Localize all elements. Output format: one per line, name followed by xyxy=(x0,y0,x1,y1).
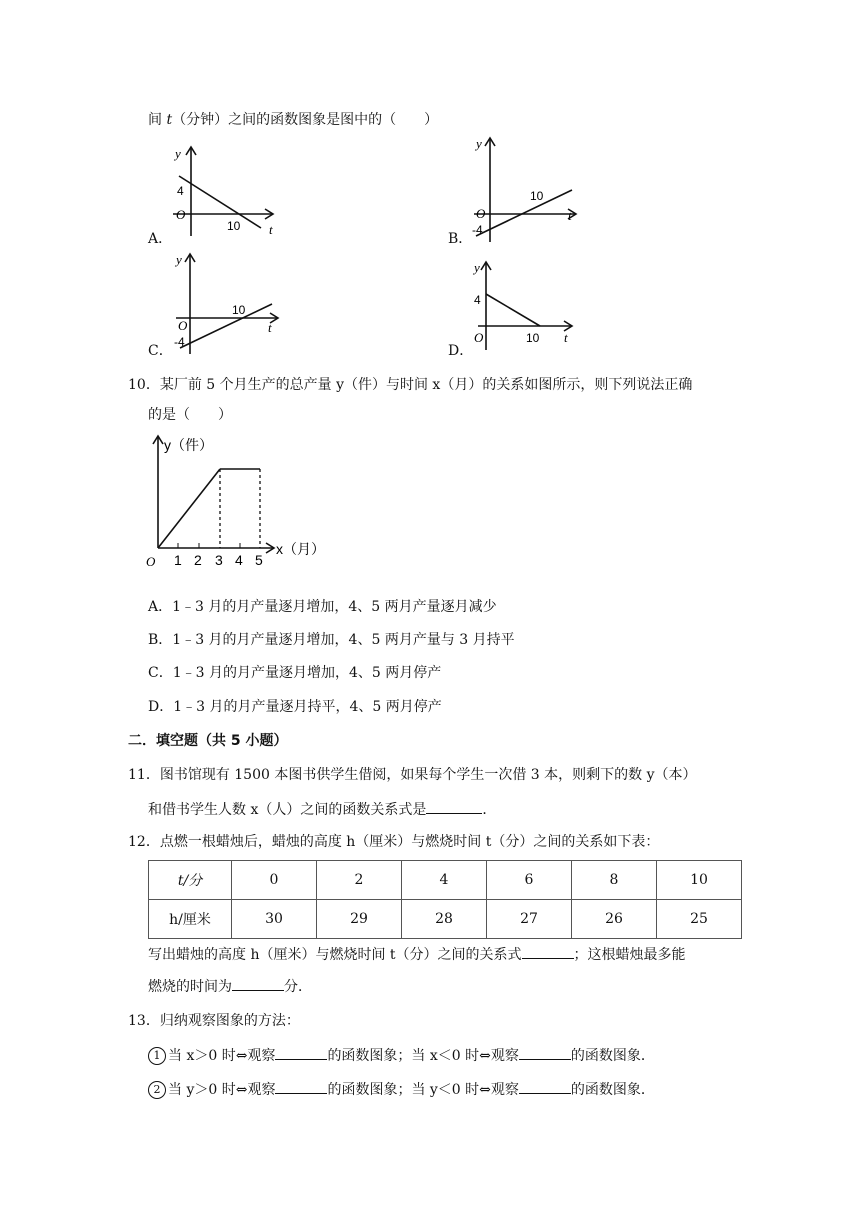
q12-blank1 xyxy=(522,944,574,959)
circled-number: 1 xyxy=(148,1047,166,1065)
option-b-y-label: y xyxy=(476,136,482,151)
q10-graph xyxy=(140,430,380,575)
q12-row1-head: t/分 xyxy=(149,861,232,900)
option-b-graph xyxy=(468,132,588,248)
q13-blank xyxy=(519,1045,571,1060)
option-d-graph xyxy=(468,256,588,356)
q13-blank xyxy=(519,1079,571,1094)
option-b-x-tick: 10 xyxy=(530,189,544,203)
option-d-y-label: y xyxy=(474,260,480,275)
option-c-line xyxy=(180,304,272,348)
q10-choice-a: A．1﹣3 月的月产量逐月增加，4、5 两月产量逐月减少 xyxy=(148,599,497,615)
q9-tail-line: 间 t（分钟）之间的函数图象是图中的（ ） xyxy=(148,112,439,128)
q12-cell: 29 xyxy=(317,900,402,939)
q10-choice-c: C．1﹣3 月的月产量逐月增加，4、5 两月停产 xyxy=(148,665,442,681)
option-c-x-label: t xyxy=(268,320,272,335)
q13-item2: 2 当 y＞0 时⇔观察 的函数图象；当 y＜0 时⇔观察 的函数图象． xyxy=(148,1079,655,1100)
table-row xyxy=(149,900,742,939)
option-d-x-tick: 10 xyxy=(526,331,540,345)
q10-choice-d: D．1﹣3 月的月产量逐月持平，4、5 两月停产 xyxy=(148,699,442,715)
option-b-x-label: t xyxy=(568,208,572,223)
q10-tick-4: 4 xyxy=(235,552,243,568)
q12-cell: 6 xyxy=(487,861,572,900)
option-b-label: B． xyxy=(448,231,473,247)
q12-cell: 0 xyxy=(232,861,317,900)
q13-line1: 13．归纳观察图象的方法： xyxy=(128,1013,300,1029)
option-a-y-label: y xyxy=(175,146,181,161)
q12-line1: 12．点燃一根蜡烛后，蜡烛的高度 h（厘米）与燃烧时间 t（分）之间的关系如下表： xyxy=(128,834,660,850)
q12-blank2 xyxy=(232,976,284,991)
q10-tick-5: 5 xyxy=(255,552,263,568)
q10-line2: 的是（ ） xyxy=(148,407,232,423)
option-d-x-label: t xyxy=(564,330,568,345)
option-a-graph xyxy=(165,142,285,242)
q12-cell: 27 xyxy=(487,900,572,939)
q12-cell: 26 xyxy=(572,900,657,939)
q11-blank xyxy=(426,799,482,814)
option-d-y-tick: 4 xyxy=(474,293,481,307)
option-a-origin: O xyxy=(176,207,186,222)
q10-tick-3: 3 xyxy=(215,552,223,568)
option-c-x-tick: 10 xyxy=(232,303,246,317)
option-a-y-tick: 4 xyxy=(177,184,184,198)
q10-tick-1: 1 xyxy=(174,552,182,568)
section2-title: 二．填空题（共 5 小题） xyxy=(128,733,288,749)
q10-choice-b: B．1﹣3 月的月产量逐月增加，4、5 两月产量与 3 月持平 xyxy=(148,632,515,648)
q12-cell: 25 xyxy=(657,900,742,939)
q10-origin: O xyxy=(146,554,156,569)
q12-cell: 4 xyxy=(402,861,487,900)
q10-line-rise xyxy=(158,469,220,548)
option-b-origin: O xyxy=(476,206,486,221)
option-a-x-label: t xyxy=(269,222,273,237)
q12-cell: 8 xyxy=(572,861,657,900)
q13-item1: 1 当 x＞0 时⇔观察 的函数图象；当 x＜0 时⇔观察 的函数图象． xyxy=(148,1045,655,1066)
q13-blank xyxy=(275,1079,327,1094)
q12-cell: 28 xyxy=(402,900,487,939)
q10-x-label: x（月） xyxy=(276,541,325,557)
q11-line2: 和借书学生人数 x（人）之间的函数关系式是 ． xyxy=(148,799,496,820)
option-c-y-tick: -4 xyxy=(174,335,185,349)
option-d-origin: O xyxy=(474,330,484,345)
option-d-label: D． xyxy=(448,343,474,359)
option-a-x-tick: 10 xyxy=(227,219,241,233)
q10-y-label: y（件） xyxy=(164,437,213,453)
option-c-y-label: y xyxy=(176,252,182,267)
option-c-graph xyxy=(168,248,288,360)
circled-number: 2 xyxy=(148,1081,166,1099)
option-b-y-tick: -4 xyxy=(472,223,483,237)
q12-row2-head: h/厘米 xyxy=(149,900,232,939)
option-c-label: C． xyxy=(148,343,173,359)
q12-cell: 10 xyxy=(657,861,742,900)
q12-cell: 30 xyxy=(232,900,317,939)
option-d-line xyxy=(486,294,540,326)
q12-after1: 写出蜡烛的高度 h（厘米）与燃烧时间 t（分）之间的关系式 ；这根蜡烛最多能 xyxy=(148,944,686,965)
option-a-label: A． xyxy=(148,231,173,247)
option-c-origin: O xyxy=(178,318,188,333)
q12-cell: 2 xyxy=(317,861,402,900)
q12-after2: 燃烧的时间为 分． xyxy=(148,976,312,997)
q10-tick-2: 2 xyxy=(194,552,202,568)
q11-line1: 11．图书馆现有 1500 本图书供学生借阅，如果每个学生一次借 3 本，则剩下的数 y（本） xyxy=(128,767,697,783)
table-row xyxy=(149,861,742,900)
q12-table xyxy=(148,860,742,939)
q10-line1: 10．某厂前 5 个月生产的总产量 y（件）与时间 x（月）的关系如图所示，则下列说法正确 xyxy=(128,377,693,393)
q13-blank xyxy=(275,1045,327,1060)
